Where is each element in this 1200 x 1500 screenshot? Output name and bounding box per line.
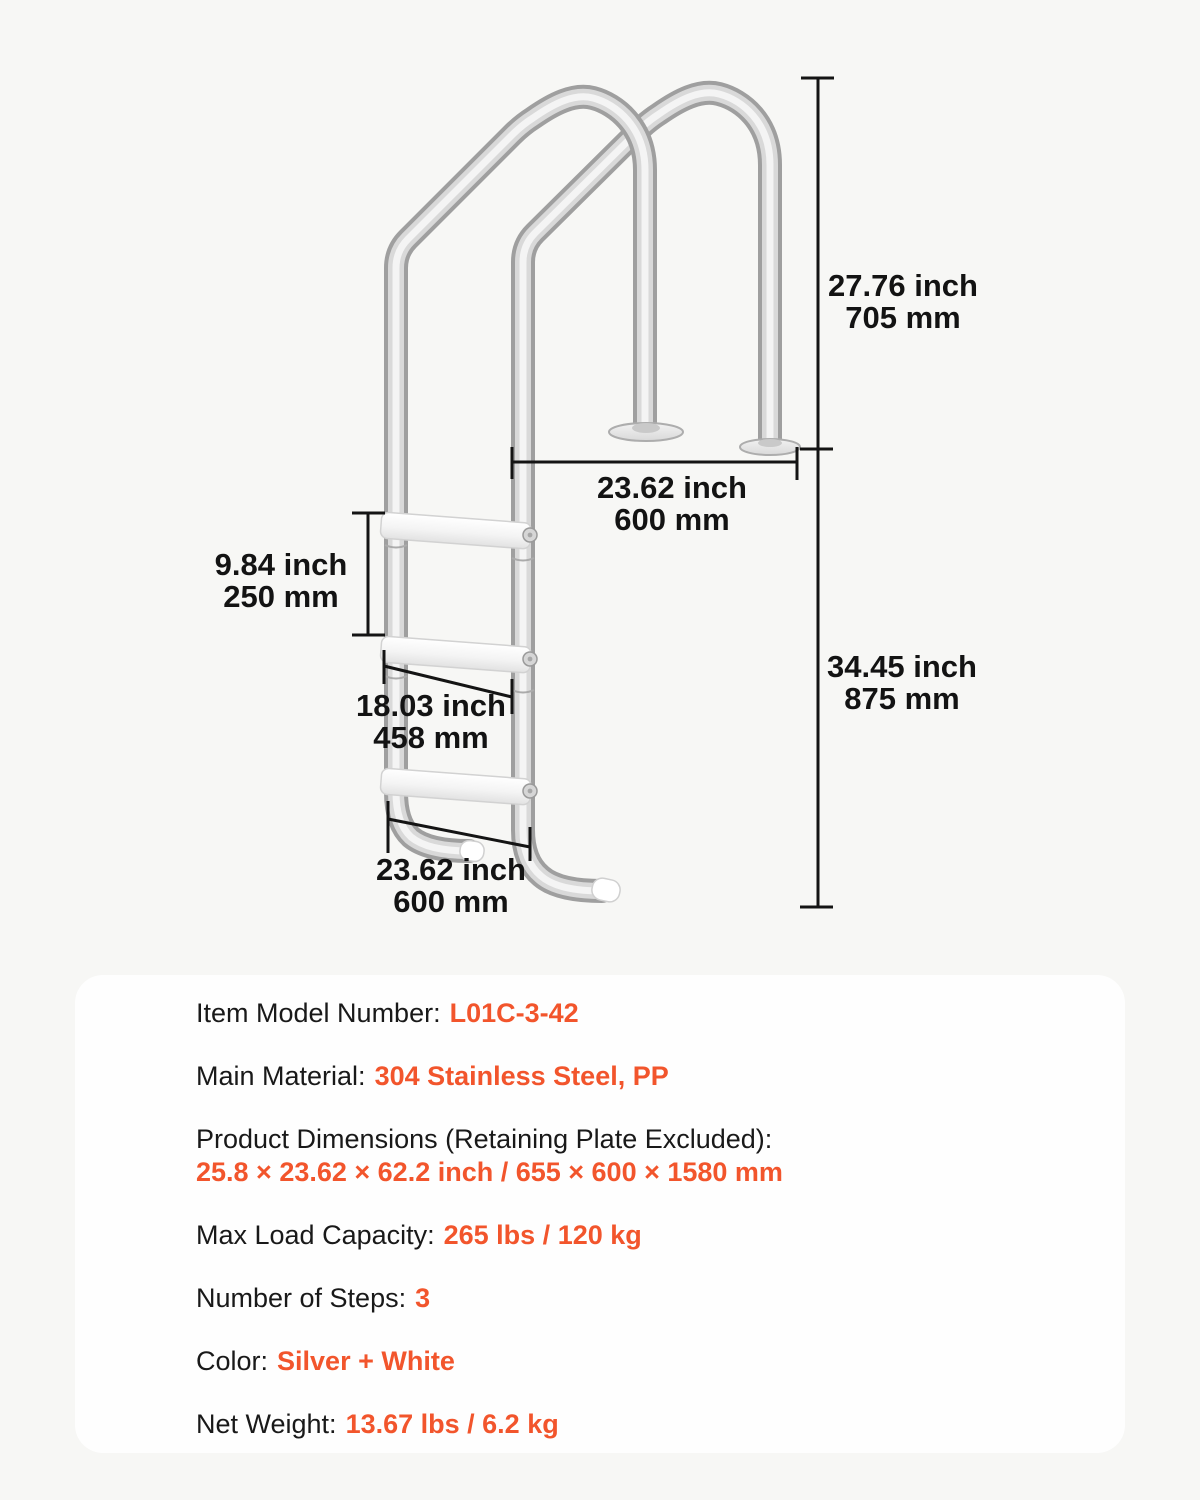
spec-label: Color: <box>196 1346 269 1376</box>
dim-label-250 <box>215 549 348 613</box>
spec-row-material <box>196 1060 1065 1093</box>
spec-value: 3 <box>415 1283 431 1313</box>
spec-label: Product Dimensions (Retaining Plate Excluded): <box>196 1124 773 1154</box>
dim-label-458 <box>356 690 506 754</box>
spec-label: Net Weight: <box>196 1409 337 1439</box>
dim-label-600-bottom <box>376 854 526 918</box>
dim-inch: 34.45 inch <box>827 649 977 684</box>
spec-row-dimensions <box>196 1123 1065 1189</box>
dim-label-875 <box>827 651 977 715</box>
dim-inch: 18.03 inch <box>356 688 506 723</box>
spec-value: 265 lbs / 120 kg <box>443 1220 642 1250</box>
spec-value: 25.8 × 23.62 × 62.2 inch / 655 × 600 × 1580 mm <box>196 1157 783 1187</box>
dim-mm: 705 mm <box>845 300 961 335</box>
dim-label-705 <box>828 270 978 334</box>
spec-label: Number of Steps: <box>196 1283 407 1313</box>
dim-line-705-875 <box>800 78 834 907</box>
spec-value: 304 Stainless Steel, PP <box>374 1061 669 1091</box>
spec-panel <box>75 975 1125 1453</box>
spec-label: Main Material: <box>196 1061 366 1091</box>
dim-label-600-top <box>597 472 747 536</box>
dim-mm: 250 mm <box>223 579 339 614</box>
spec-label: Item Model Number: <box>196 998 441 1028</box>
dim-mm: 600 mm <box>393 884 509 919</box>
dim-inch: 23.62 inch <box>376 852 526 887</box>
spec-row-model-number <box>196 997 1065 1030</box>
dim-inch: 9.84 inch <box>214 547 348 582</box>
dim-inch: 23.62 inch <box>597 470 747 505</box>
spec-value: L01C-3-42 <box>449 998 579 1028</box>
spec-row-steps <box>196 1282 1065 1315</box>
deck-flange-back <box>740 439 800 455</box>
spec-row-color <box>196 1345 1065 1378</box>
dim-inch: 27.76 inch <box>828 268 978 303</box>
spec-row-load-capacity <box>196 1219 1065 1252</box>
spec-value: 13.67 lbs / 6.2 kg <box>345 1409 559 1439</box>
dim-mm: 458 mm <box>373 720 489 755</box>
deck-flange-front <box>609 423 683 441</box>
dim-mm: 600 mm <box>614 502 730 537</box>
spec-label: Max Load Capacity: <box>196 1220 435 1250</box>
spec-row-net-weight <box>196 1408 1065 1441</box>
dim-mm: 875 mm <box>844 681 960 716</box>
spec-value: Silver + White <box>277 1346 455 1376</box>
